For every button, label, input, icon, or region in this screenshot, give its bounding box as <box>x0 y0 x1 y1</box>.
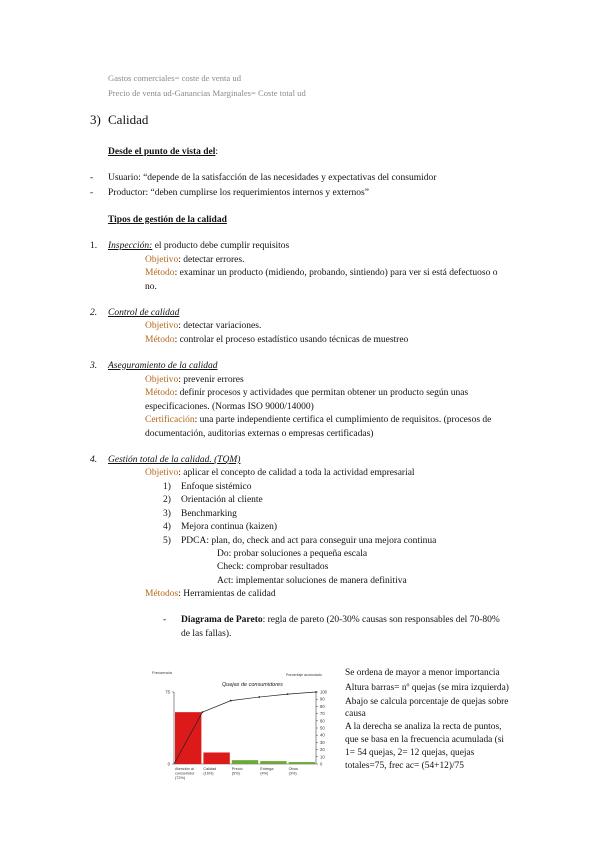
assurance-method: Método: definir procesos y actividades que permitan obtener un producto según unas <box>145 388 469 398</box>
pareto-line: Diagrama de Pareto: regla de pareto (20-30% causas son responsables del 70-80% <box>181 615 500 625</box>
bullet: - <box>90 188 94 198</box>
right-tick-label: 90 <box>320 696 325 702</box>
tqm-title: Gestión total de la calidad. (TQM) <box>108 455 241 465</box>
assurance-certification: Certificación: una parte independiente certifica el cumplimiento de requisitos. (procesos de <box>145 415 492 425</box>
viewpoint-user: Usuario: “depende de la satisfacción de las necesidades y expectativas del consumidor <box>108 173 437 183</box>
cumulative-point-4 <box>287 693 289 695</box>
pdca-check: Check: comprobar resultados <box>217 562 329 572</box>
category-label-5: Otros (3%) <box>288 767 298 776</box>
right-tick-label: 100 <box>320 689 327 695</box>
chart-title: Quejas de consumidores <box>222 682 283 688</box>
list-number: 5) <box>163 536 171 546</box>
inspection-title: Inspección: el producto debe cumplir requisitos <box>108 241 290 251</box>
right-tick-label: 60 <box>320 718 325 724</box>
pareto-line-cont: de las fallas). <box>181 629 232 639</box>
tqm-objective: Objetivo: aplicar el concepto de calidad a toda la actividad empresarial <box>145 468 415 478</box>
viewpoint-heading <box>108 146 218 158</box>
list-number: 2) <box>163 495 171 505</box>
side-note-line: que se basa en la frecuencia acumulada (si <box>345 735 505 745</box>
tqm-list-item: Enfoque sistémico <box>181 482 252 492</box>
side-note-line: 1= 54 quejas, 2= 12 quejas, quejas <box>345 748 475 758</box>
tqm-list-item: Benchmarking <box>181 509 237 519</box>
side-note-line: Se ordena de mayor a menor importancia <box>345 668 500 678</box>
cumulative-point-1 <box>202 711 204 713</box>
list-number: 3) <box>163 509 171 519</box>
item-number: 3. <box>90 361 98 371</box>
right-tick-label: 80 <box>320 703 325 709</box>
inspection-method-cont: no. <box>145 282 157 292</box>
right-tick-label: 0 <box>320 761 323 767</box>
category-label-1: Atención al consumidor (72%) <box>175 767 195 780</box>
tqm-methods: Métodos: Herramientas de calidad <box>145 589 276 599</box>
assurance-title: Aseguramiento de la calidad <box>108 361 218 371</box>
pdca-do: Do: probar soluciones a pequeña escala <box>217 549 368 559</box>
bar-4 <box>260 761 286 764</box>
bullet: - <box>90 173 94 183</box>
pdca-act: Act: implementar soluciones de manera definitiva <box>217 576 407 586</box>
control-title: Control de calidad <box>108 308 180 318</box>
item-number: 4. <box>90 455 98 465</box>
side-note-line: Abajo se calcula porcentaje de quejas sobre <box>345 697 509 707</box>
side-note-line: A la derecha se analiza la recta de puntos, <box>345 722 502 732</box>
list-number: 1) <box>163 482 171 492</box>
chart-bars <box>175 712 315 764</box>
right-tick-label: 30 <box>320 739 325 745</box>
types-heading: Tipos de gestión de la calidad <box>108 215 227 225</box>
control-method: Método: controlar el proceso estadístico usando técnicas de muestreo <box>145 335 409 345</box>
cumulative-point-3 <box>258 696 260 698</box>
bar-5 <box>289 762 315 764</box>
cumulative-point-5 <box>315 691 317 693</box>
right-tick-label: 20 <box>320 747 325 753</box>
viewpoint-heading-colon: : <box>215 147 219 157</box>
bar-3 <box>232 760 258 764</box>
chart-ylabel-right: Porcentaje acumulado <box>286 673 322 677</box>
section-number: 3) <box>90 112 101 127</box>
inspection-objective: Objetivo: detectar errores. <box>145 255 245 265</box>
right-tick-label: 70 <box>320 711 325 717</box>
tqm-list-item: Orientación al cliente <box>181 495 263 505</box>
right-tick-label: 10 <box>320 754 325 760</box>
item-number: 2. <box>90 308 98 318</box>
category-label-2: Calidad (16%) <box>203 767 217 776</box>
pareto-bullet: - <box>163 615 167 625</box>
tqm-list-item: Mejora continua (kaizen) <box>181 522 278 532</box>
category-label-3: Precio (5%) <box>231 767 243 776</box>
control-objective: Objetivo: detectar variaciones. <box>145 321 262 331</box>
left-tick-label: 0 <box>167 761 170 767</box>
viewpoint-heading-bold: Desde el punto de vista del <box>108 147 216 157</box>
bar-2 <box>203 752 229 764</box>
chart-ylabel-left: Frecuencia <box>152 670 172 675</box>
list-number: 4) <box>163 522 171 532</box>
side-note-line: Altura barras= nº quejas (se mira izquierda) <box>345 683 509 693</box>
viewpoint-producer: Productor: “deben cumplirse los requerimientos internos y externos” <box>108 188 369 198</box>
right-tick-label: 40 <box>320 732 325 738</box>
cumulative-point-2 <box>230 700 232 702</box>
inspection-method: Método: examinar un producto (midiendo, probando, sintiendo) para ver si está defectuoso o <box>145 268 498 278</box>
assurance-method-cont: especificaciones. (Normas ISO 9000/14000) <box>145 402 314 412</box>
assurance-certification-cont: documentación, auditorias externas o empresas certificadas) <box>145 429 374 439</box>
chart-category-labels <box>175 767 298 780</box>
left-tick-label: 75 <box>165 689 170 695</box>
intro-line-2: Precio de venta ud-Ganancias Marginales= Coste total ud <box>108 88 306 98</box>
side-note-line: causa <box>345 709 366 719</box>
category-label-4: Entrega (4%) <box>260 767 274 776</box>
tqm-list-item: PDCA: plan, do, check and act para conseguir una mejora continua <box>181 536 437 546</box>
right-tick-label: 50 <box>320 725 325 731</box>
item-number: 1. <box>90 241 98 251</box>
assurance-objective: Objetivo: prevenir errores <box>145 375 244 385</box>
section-title: Calidad <box>108 112 149 127</box>
side-note-line: totales=75, frec ac= (54+12)/75 <box>345 761 464 771</box>
intro-line-1: Gastos comerciales= coste de venta ud <box>108 73 241 83</box>
pareto-chart <box>150 664 340 792</box>
